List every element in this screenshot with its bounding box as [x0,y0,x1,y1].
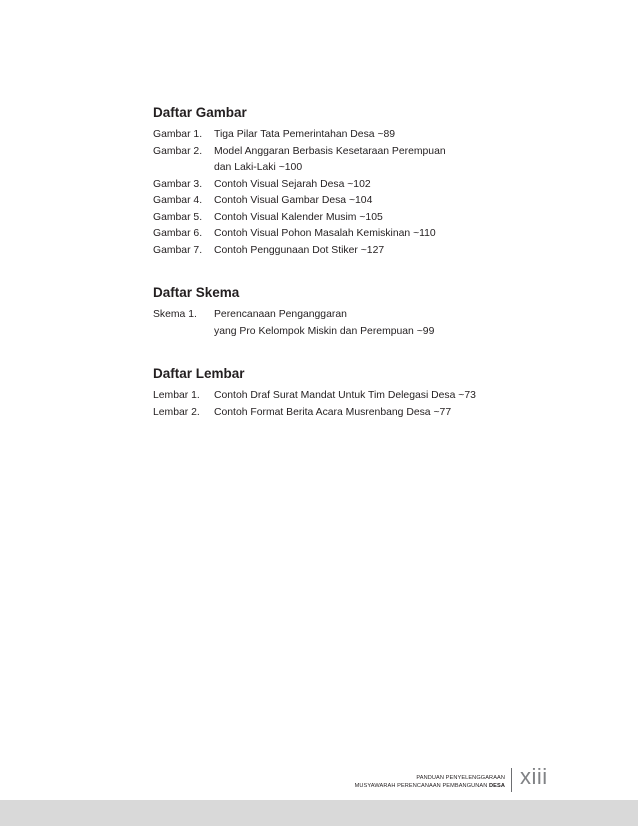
section-daftar-skema [153,284,573,340]
entry-title [214,405,573,422]
entry-title [214,226,573,243]
list-item [153,388,573,405]
running-footer [355,774,505,790]
entry-title [214,388,573,405]
entry-number: Gambar 3. [153,178,203,190]
section-daftar-gambar [153,104,573,259]
entry-title [214,193,573,210]
entry-title [214,243,573,260]
entry-title [214,210,573,227]
entry-number: Gambar 1. [153,129,203,140]
page-number: xiii [520,764,548,789]
section-title: Daftar Lembar [153,366,245,381]
entry-number: Gambar 2. [153,145,203,157]
entry-line: Contoh Visual Kalender Musim ~105 [214,211,383,223]
entry-number: Lembar 1. [153,390,200,401]
section-title: Daftar Skema [153,285,240,300]
list-item [153,405,573,422]
entry-number: Gambar 4. [153,195,203,206]
entry-line: Contoh Visual Sejarah Desa ~102 [214,178,371,190]
entry-line: Contoh Draf Surat Mandat Untuk Tim Delegasi Desa ~73 [214,390,476,401]
list-item [153,307,573,340]
entry-number: Gambar 7. [153,244,203,256]
list-item [153,193,573,210]
list-item [153,127,573,144]
entry-title [214,144,573,177]
entry-line: Contoh Visual Gambar Desa ~104 [214,195,373,206]
entry-line: Contoh Visual Pohon Masalah Kemiskinan ~110 [214,228,436,239]
entry-line: yang Pro Kelompok Miskin dan Perempuan ~99 [214,325,435,337]
list-item [153,243,573,260]
section-title: Daftar Gambar [153,105,247,120]
entry-line: Perencanaan Penganggaran [214,309,347,320]
footer-line-2-regular: MUSYAWARAH PERENCANAAN PEMBANGUNAN [354,783,490,789]
page-footer [0,764,638,804]
entry-title [214,177,573,194]
entry-number: Skema 1. [153,309,197,320]
footer-line-2 [355,782,505,790]
entry-number: Gambar 5. [153,211,203,223]
bottom-band [0,800,638,826]
list-of-figures-content [153,104,573,421]
section-daftar-lembar [153,365,573,421]
entry-line: Tiga Pilar Tata Pemerintahan Desa ~89 [214,129,396,140]
entry-title [214,127,573,144]
entry-line: Contoh Penggunaan Dot Stiker ~127 [214,244,385,256]
list-item [153,226,573,243]
list-item [153,210,573,227]
footer-line-1: PANDUAN PENYELENGGARAAN [416,775,505,781]
entry-line: dan Laki-Laki ~100 [214,162,303,173]
list-item [153,177,573,194]
entry-line: Contoh Format Berita Acara Musrenbang Desa ~77 [214,406,452,418]
entry-number: Lembar 2. [153,406,200,418]
list-item [153,144,573,177]
footer-line-2-bold: DESA [489,783,505,789]
entry-title [214,307,573,340]
entry-line: Model Anggaran Berbasis Kesetaraan Perempuan [214,145,446,157]
entry-number: Gambar 6. [153,228,203,239]
footer-divider [511,768,512,792]
